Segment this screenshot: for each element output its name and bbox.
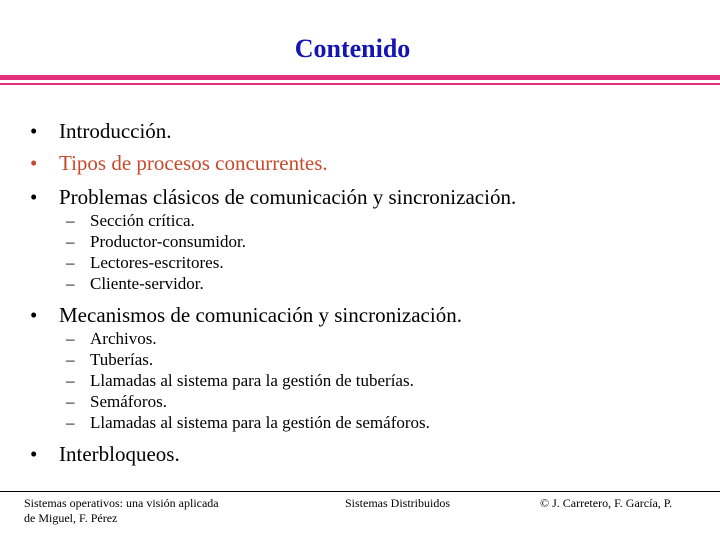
footer-divider: [0, 491, 720, 492]
bullet-text: Introducción.: [59, 119, 172, 143]
bullet-dot: •: [30, 303, 38, 327]
bullet-dot: •: [30, 442, 38, 466]
bullet-text: Problemas clásicos de comunicación y sincronización.: [59, 185, 517, 209]
sub-dash: –: [66, 253, 75, 272]
footer-book-title: Sistemas operativos: una visión aplicada: [24, 496, 219, 510]
sub-text: Tuberías.: [90, 350, 154, 369]
bullet-item-highlighted: [0, 150, 720, 176]
sub-item: [0, 252, 720, 273]
bullet-item: [0, 302, 720, 328]
sub-item: [0, 391, 720, 412]
bullet-dot: •: [30, 151, 38, 175]
footer-course-name: Sistemas Distribuidos: [345, 496, 451, 510]
slide-title: Contenido: [294, 34, 411, 63]
sub-dash: –: [66, 211, 75, 230]
title-divider-thin: [0, 83, 720, 85]
bullet-text: Interbloqueos.: [59, 442, 180, 466]
sub-dash: –: [66, 274, 75, 293]
footer-book-reference: [24, 496, 219, 526]
sub-text: Lectores-escritores.: [90, 253, 224, 272]
sub-item: [0, 328, 720, 349]
sub-dash: –: [66, 329, 75, 348]
slide-content: [0, 118, 720, 467]
sub-dash: –: [66, 392, 75, 411]
bullet-dot: •: [30, 119, 38, 143]
sub-text: Llamadas al sistema para la gestión de tuberías.: [90, 371, 414, 390]
sub-text: Productor-consumidor.: [90, 232, 246, 251]
sub-dash: –: [66, 232, 75, 251]
footer-copyright: © J. Carretero, F. García, P.: [540, 496, 673, 510]
bullet-item: [0, 441, 720, 467]
bullet-text: Tipos de procesos concurrentes.: [59, 151, 328, 175]
sub-text: Archivos.: [90, 329, 157, 348]
sub-text: Sección crítica.: [90, 211, 195, 230]
sub-dash: –: [66, 350, 75, 369]
sub-text: Cliente-servidor.: [90, 274, 204, 293]
title-divider-thick: [0, 75, 720, 80]
sub-item: [0, 231, 720, 252]
bullet-item: [0, 184, 720, 210]
bullet-dot: •: [30, 185, 38, 209]
bullet-item: [0, 118, 720, 144]
sub-dash: –: [66, 413, 75, 432]
sub-text: Semáforos.: [90, 392, 167, 411]
sub-item: [0, 273, 720, 294]
sub-item: [0, 349, 720, 370]
sub-item: [0, 370, 720, 391]
sub-item: [0, 210, 720, 231]
sub-text: Llamadas al sistema para la gestión de semáforos.: [90, 413, 430, 432]
sub-dash: –: [66, 371, 75, 390]
bullet-text: Mecanismos de comunicación y sincronización.: [59, 303, 462, 327]
sub-item: [0, 412, 720, 433]
footer-book-authors: de Miguel, F. Pérez: [24, 511, 118, 525]
